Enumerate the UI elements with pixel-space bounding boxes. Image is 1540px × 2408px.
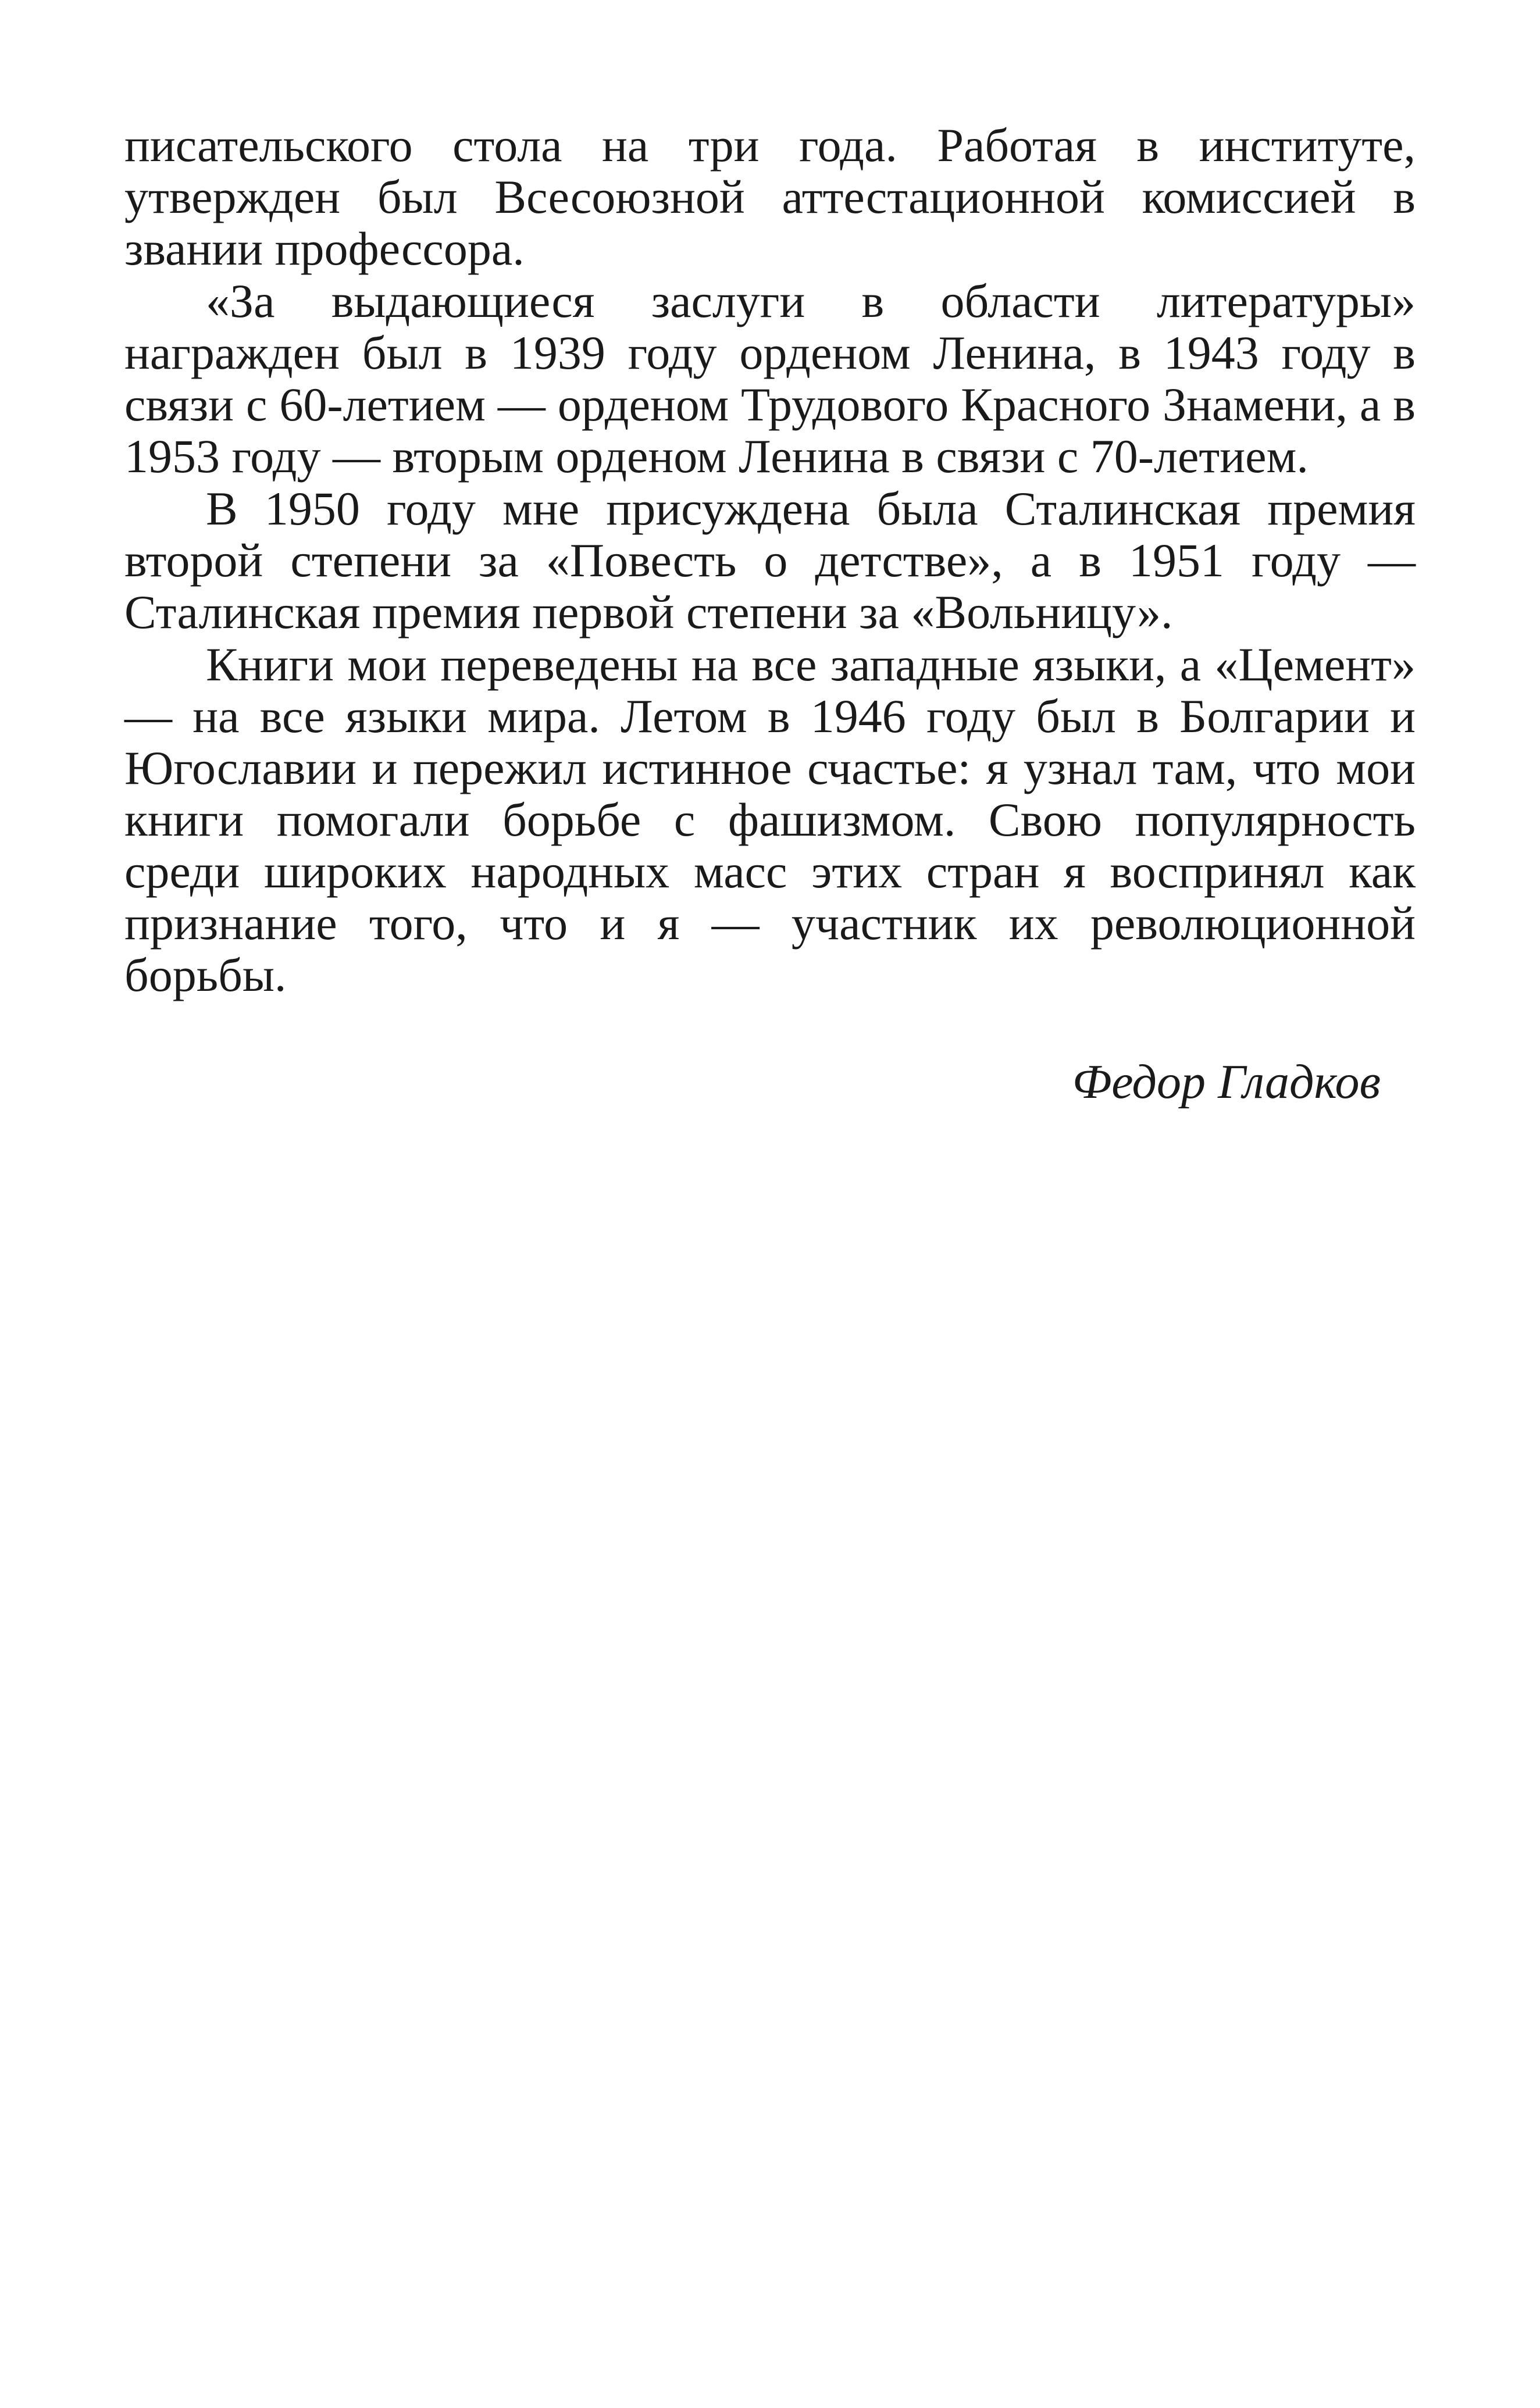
paragraph-1: писательского стола на три года. Работая в институте, утвержден был Всесоюзной аттестационной комиссией в звании профессора.: [124, 119, 1416, 275]
paragraph-2: «За выдающиеся заслуги в области литературы» награжден был в 1939 году орденом Ленина, в 1943 году в связи с 60-летием — орденом Трудового Красного Знамени, а в 1953 году — вторым орденом Ленина в связи с 70-летием.: [124, 274, 1416, 483]
document-page: [124, 119, 1416, 1108]
paragraph-4: Книги мои переведены на все западные языки, а «Цемент» — на все языки мира. Летом в 1946 году был в Болгарии и Югославии и пережил истинное счастье: я узнал там, что мои книги помогали борьбе с фашизмом. Свою популярность среди широких народных масс этих стран я воспринял как признание того, что и я — участник их революционной борьбы.: [124, 638, 1416, 1001]
paragraph-3: В 1950 году мне присуждена была Сталинская премия второй степени за «Повесть о детстве», а в 1951 году — Сталинская премия первой степени за «Вольницу».: [124, 482, 1416, 638]
author-signature: Федор Гладков: [1072, 1055, 1381, 1109]
